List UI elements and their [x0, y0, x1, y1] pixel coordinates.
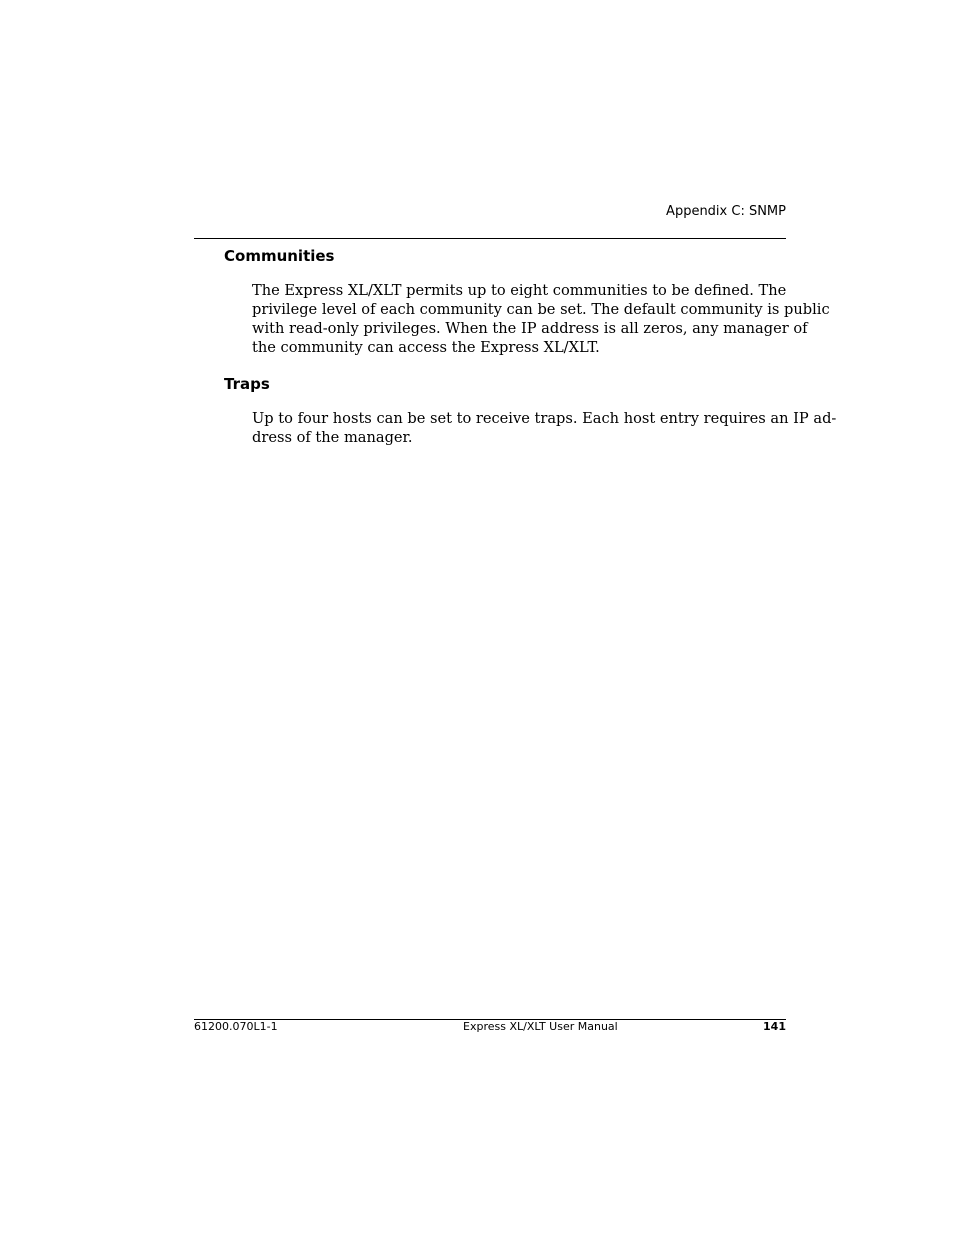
section-body-traps [252, 409, 837, 447]
section-heading-traps: Traps [224, 375, 270, 393]
body-line: Up to four hosts can be set to receive traps. Each host entry requires an IP ad- [252, 410, 837, 427]
body-line: the community can access the Express XL/XLT. [252, 339, 600, 356]
body-line: privilege level of each community can be set. The default community is public [252, 301, 830, 318]
header-rule [194, 238, 786, 239]
body-line: The Express XL/XLT permits up to eight communities to be defined. The [252, 282, 787, 299]
footer-manual-title: Express XL/XLT User Manual [463, 1020, 618, 1033]
footer-page-number: 141 [763, 1020, 786, 1033]
body-line: with read-only privileges. When the IP address is all zeros, any manager of [252, 320, 808, 337]
footer-doc-number: 61200.070L1-1 [194, 1020, 278, 1033]
body-line: dress of the manager. [252, 429, 413, 446]
section-heading-communities: Communities [224, 247, 335, 265]
running-header: Appendix C: SNMP [666, 204, 786, 219]
section-body-communities [252, 281, 830, 357]
